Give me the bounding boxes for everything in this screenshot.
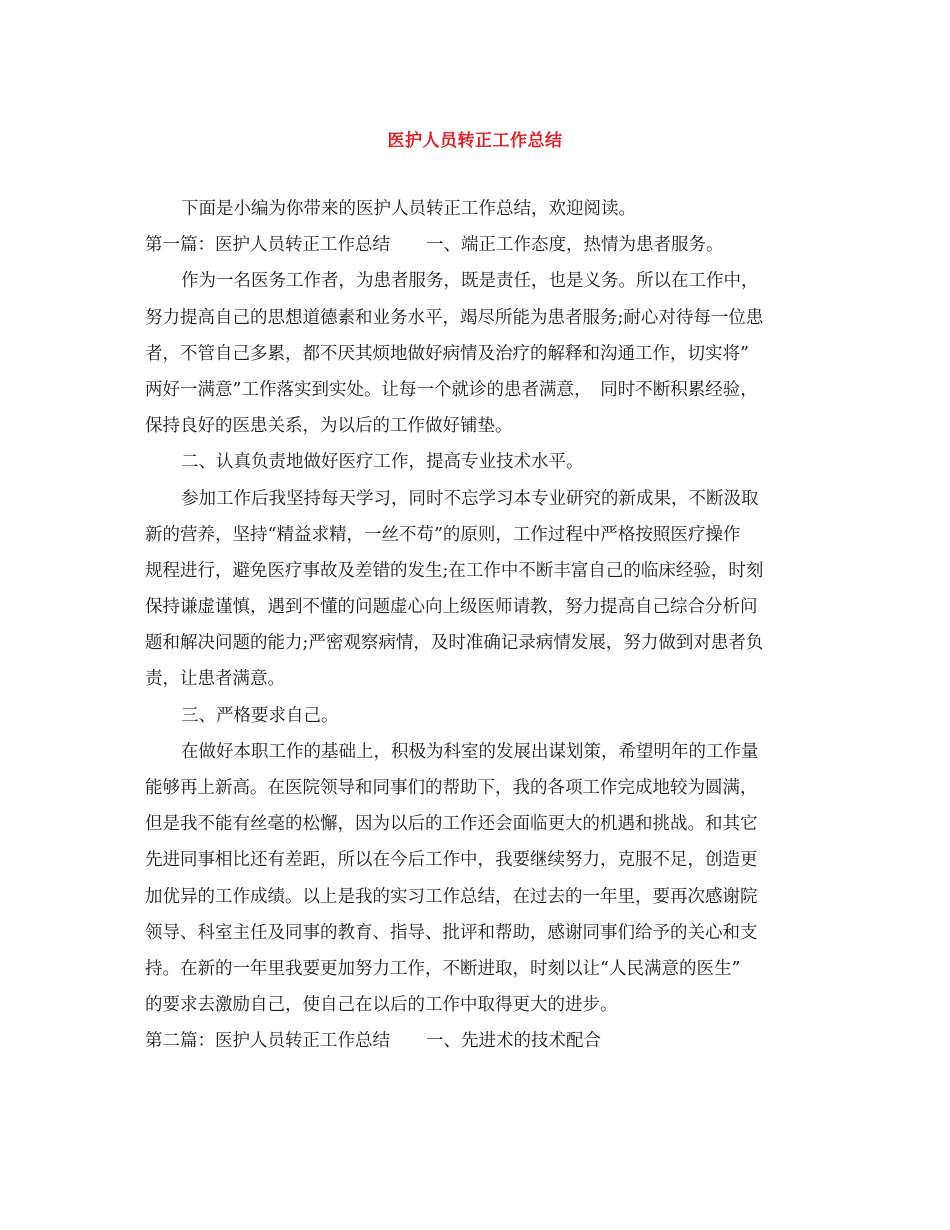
body-line: 三、严格要求自己。 [181, 705, 339, 726]
body-line: 保持良好的医患关系，为以后的工作做好铺垫。 [145, 416, 513, 437]
body-line: 两好一满意”工作落实到实处。让每一个就诊的患者满意， 同时不断积累经验， [145, 379, 758, 400]
body-line: 但是我不能有丝毫的松懈，因为以后的工作还会面临更大的机遇和挑战。和其它 [145, 814, 758, 835]
section-heading: 第二篇：医护人员转正工作总结 一、先进术的技术配合 [145, 1031, 601, 1052]
body-line: 加优异的工作成绩。以上是我的实习工作总结，在过去的一年里，要再次感谢院 [145, 886, 758, 907]
body-line: 规程进行，避免医疗事故及差错的发生;在工作中不断丰富自己的临床经验，时刻 [145, 560, 764, 581]
body-line: 者，不管自己多累，都不厌其烦地做好病情及治疗的解释和沟通工作，切实将” [145, 343, 749, 364]
body-line: 保持谦虚谨慎，遇到不懂的问题虚心向上级医师请教，努力提高自己综合分析问 [145, 597, 758, 618]
body-line: 的要求去激励自己，使自己在以后的工作中取得更大的进步。 [145, 995, 618, 1016]
body-line: 持。在新的一年里我要更加努力工作，不断进取，时刻以让“人民满意的医生” [145, 958, 741, 979]
body-line: 能够再上新高。在医院领导和同事们的帮助下，我的各项工作完成地较为圆满， [145, 778, 758, 798]
body-line: 责，让患者满意。 [145, 669, 285, 690]
body-line: 二、认真负责地做好医疗工作，提高专业技术水平。 [181, 452, 584, 473]
body-line: 努力提高自己的思想道德素和业务水平，竭尽所能为患者服务;耐心对待每一位患 [145, 307, 764, 328]
body-line: 先进同事相比还有差距，所以在今后工作中，我要继续努力，克服不足，创造更 [145, 850, 758, 871]
body-line: 题和解决问题的能力;严密观察病情，及时准确记录病情发展，努力做到对患者负 [145, 633, 764, 654]
body-line: 参加工作后我坚持每天学习，同时不忘学习本专业研究的新成果，不断汲取 [181, 488, 759, 509]
section-heading: 第一篇：医护人员转正工作总结 一、端正工作态度，热情为患者服务。 [145, 235, 724, 256]
document-title: 医护人员转正工作总结 [387, 131, 563, 151]
body-line: 新的营养，坚持“精益求精，一丝不苟”的原则，工作过程中严格按照医疗操作 [145, 524, 741, 545]
body-line: 作为一名医务工作者，为患者服务，既是责任，也是义务。所以在工作中， [181, 271, 759, 292]
body-line: 在做好本职工作的基础上，积极为科室的发展出谋划策，希望明年的工作量 [181, 741, 759, 762]
document-body [145, 196, 809, 1065]
body-line: 领导、科室主任及同事的教育、指导、批评和帮助，感谢同事们给予的关心和支 [145, 922, 758, 943]
body-line: 下面是小编为你带来的医护人员转正工作总结，欢迎阅读。 [181, 199, 636, 219]
